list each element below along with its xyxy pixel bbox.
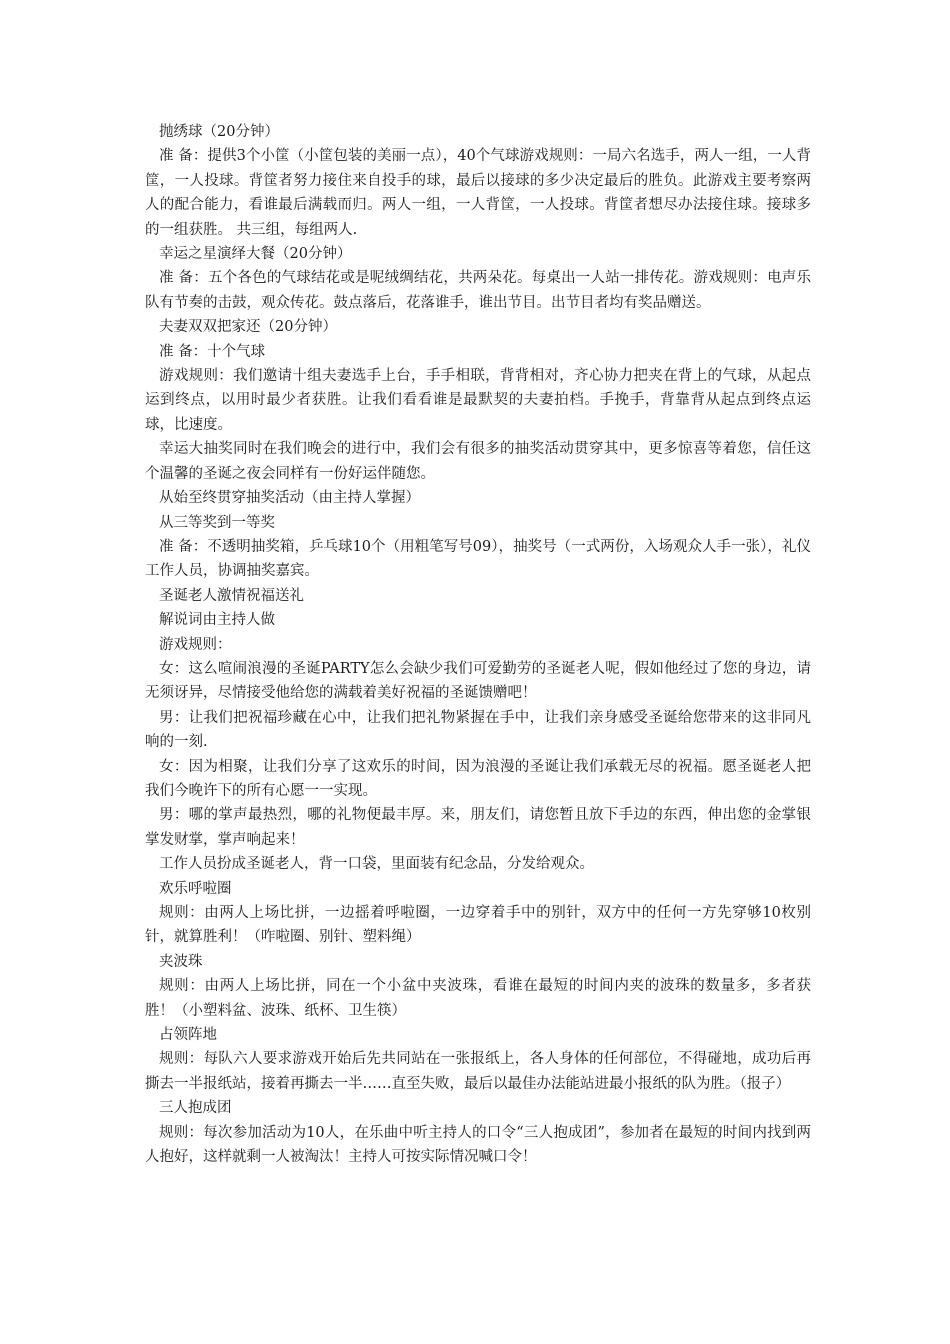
paragraph: 规则：由两人上场比拼，同在一个小盆中夹波珠，看谁在最短的时间内夹的波珠的数量多，多者获胜！（小塑料盆、波珠、纸杯、卫生筷）	[145, 978, 811, 1019]
document-body	[145, 120, 811, 1169]
dialogue-line: 男：让我们把祝福珍藏在心中，让我们把礼物紧握在手中，让我们亲身感受圣诞给您带来的这非同凡响的一刻.	[145, 709, 811, 751]
paragraph: 准 备：十个气球	[159, 343, 266, 360]
paragraph: 解说词由主持人做	[159, 612, 275, 629]
paragraph: 从始至终贯穿抽奖活动（由主持人掌握）	[159, 490, 420, 507]
dialogue-line: 男：哪的掌声最热烈，哪的礼物便最丰厚。来，朋友们，请您暂且放下手边的东西，伸出您的金掌银掌发财掌，掌声响起来！	[145, 807, 811, 848]
section-title-beads: 夹波珠	[159, 953, 203, 970]
section-title-throw-ball: 抛绣球（20分钟）	[159, 124, 279, 140]
section-title-lucky-star: 幸运之星演绎大餐（20分钟）	[159, 246, 352, 263]
paragraph: 游戏规则：我们邀请十组夫妻选手上台，手手相联，背背相对，齐心协力把夹在背上的气球，从起点运到终点，以用时最少者获胜。让我们看看谁是最默契的夫妻拍档。手挽手，背靠背从起点到终点运球，比速度。	[145, 368, 811, 433]
section-title-territory: 占领阵地	[159, 1027, 217, 1044]
paragraph: 工作人员扮成圣诞老人，背一口袋，里面装有纪念品，分发给观众。	[159, 856, 594, 873]
paragraph: 规则：每队六人要求游戏开始后先共同站在一张报纸上，各人身体的任何部位，不得碰地，成功后再撕去一半报纸站，接着再撕去一半……直至失败，最后以最佳办法能站进最小报纸的队为胜。（报子）	[145, 1051, 811, 1092]
paragraph: 规则：每次参加活动为10人，在乐曲中听主持人的口令“三人抱成团”，参加者在最短的时间内找到两人抱好，这样就剩一人被淘汰！主持人可按实际情况喊口令！	[145, 1124, 811, 1166]
paragraph: 从三等奖到一等奖	[159, 514, 275, 531]
section-title-three-hug: 三人抱成团	[159, 1100, 232, 1117]
section-title-santa: 圣诞老人激情祝福送礼	[159, 587, 304, 604]
paragraph: 规则：由两人上场比拼，一边摇着呼啦圈，一边穿着手中的别针，双方中的任何一方先穿够10枚别针，就算胜利！（咋啦圈、别针、塑料绳）	[145, 905, 811, 946]
paragraph: 游戏规则：	[159, 636, 232, 653]
dialogue-line: 女：因为相聚，让我们分享了这欢乐的时间，因为浪漫的圣诞让我们承载无尽的祝福。愿圣诞老人把我们今晚许下的所有心愿一一实现。	[145, 758, 811, 799]
paragraph: 准 备：提供3个小筐（小筐包装的美丽一点），40个气球游戏规则：一局六名选手，两人一组，一人背筐，一人投球。背筐者努力接住来自投手的球，最后以接球的多少决定最后的胜负。此游戏主要考察两人的配合能力，看谁最后满载而归。两人一组，一人背筐，一人投球。背筐者想尽办法接住球。接球多的一组获胜。 共三组，每组两人.	[145, 148, 811, 238]
paragraph: 幸运大抽奖同时在我们晚会的进行中，我们会有很多的抽奖活动贯穿其中，更多惊喜等着您，信任这个温馨的圣诞之夜会同样有一份好运伴随您。	[145, 441, 811, 482]
paragraph: 准 备：不透明抽奖箱，乒乓球10个（用粗笔写号09），抽奖号（一式两份，入场观众人手一张），礼仪工作人员，协调抽奖嘉宾。	[145, 538, 811, 580]
section-title-couples: 夫妻双双把家还（20分钟）	[159, 319, 337, 336]
dialogue-line: 女：这么喧闹浪漫的圣诞PARTY怎么会缺少我们可爱勤劳的圣诞老人呢，假如他经过了您的身边，请无须讶异，尽情接受他给您的满载着美好祝福的圣诞馈赠吧！	[145, 660, 811, 702]
section-title-hula-hoop: 欢乐呼啦圈	[159, 880, 232, 897]
paragraph: 准 备：五个各色的气球结花或是呢绒绸结花，共两朵花。每桌出一人站一排传花。游戏规则：电声乐队有节奏的击鼓，观众传花。鼓点落后，花落谁手，谁出节目。出节目者均有奖品赠送。	[145, 270, 811, 311]
